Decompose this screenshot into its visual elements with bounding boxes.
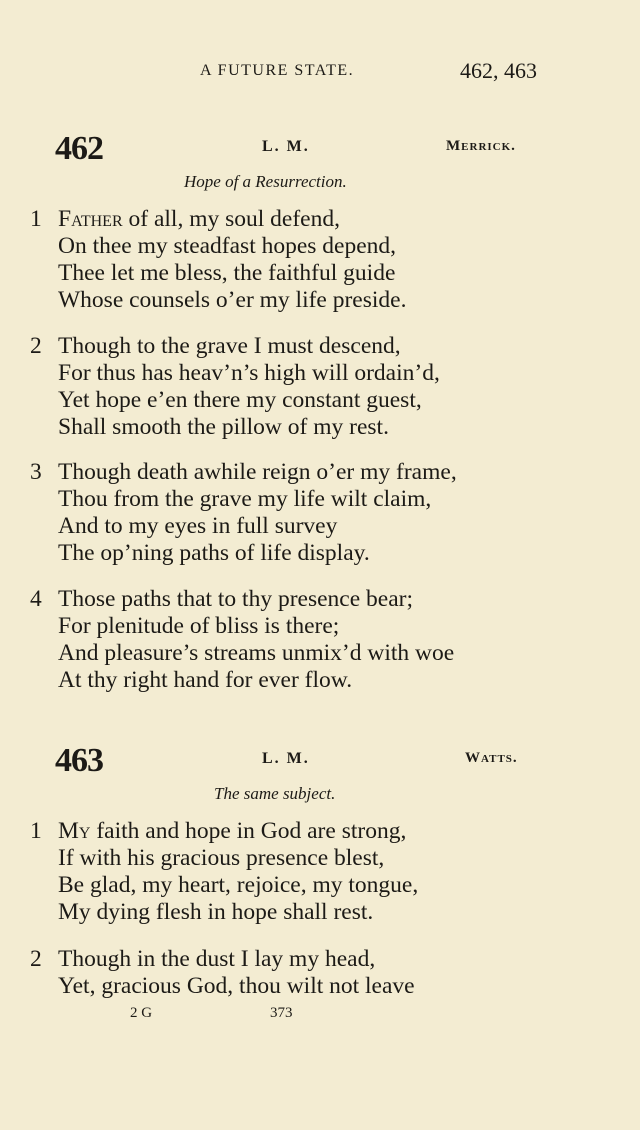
first-word: Father xyxy=(58,206,123,232)
hymn-author: Merrick. xyxy=(446,138,516,154)
hymn-subtitle: Hope of a Resurrection. xyxy=(184,172,347,191)
stanza-number: 2 xyxy=(30,333,42,359)
stanza-number: 2 xyxy=(30,946,42,972)
first-word: My xyxy=(58,818,91,844)
running-hymn-numbers: 462, 463 xyxy=(460,58,537,83)
page-number: 373 xyxy=(270,1005,293,1021)
stanza-number: 3 xyxy=(30,459,42,485)
stanza-number: 1 xyxy=(30,818,42,844)
hymn-number: 462 xyxy=(55,130,103,167)
verse-text: faith and hope in God are strong, xyxy=(90,818,407,844)
hymn-meter: L. M. xyxy=(262,750,310,767)
hymn-author: Watts. xyxy=(465,750,518,766)
verse-text: of all, my soul defend, xyxy=(122,206,340,232)
hymn-subtitle: The same subject. xyxy=(214,784,336,803)
stanza-number: 1 xyxy=(30,206,42,232)
hymn-meter: L. M. xyxy=(262,138,310,155)
running-title: A FUTURE STATE. xyxy=(200,62,355,79)
hymn-number: 463 xyxy=(55,742,103,779)
signature-mark: 2 G xyxy=(130,1005,153,1021)
book-page: A FUTURE STATE. 462, 463 462 L. M. Merrick. Hope of a Resurrection. 1 Father of all, my soul defend, On thee my steadfast hopes depend, Thee let me bless, the faithful guide Whose counsels o’er my life preside. 2 Though to the grave I must descend, For thus has heav’n’s high will ordain’d, Yet hope e’en there my constant guest, Shall smooth the pillow of my rest. 3 Though death awhile reign o’er my frame, Thou from the grave my life wilt claim, And to my eyes in full survey The op’ning paths of life display. 4 Those paths that to thy presence bear; For plenitude of bliss is there; And pleasure’s streams unmix’d with woe At thy right hand for ever flow. 463 L. M. Watts. The same subject. 1 My faith and hope in God are strong, If with his gracious presence blest, Be glad, my heart, rejoice, my tongue, My dying flesh in hope shall rest. 2 Though in the dust I lay my head, Yet, gracious God, thou wilt not leave 2 G 373 xyxy=(30,58,537,1021)
stanza-number: 4 xyxy=(30,586,42,612)
